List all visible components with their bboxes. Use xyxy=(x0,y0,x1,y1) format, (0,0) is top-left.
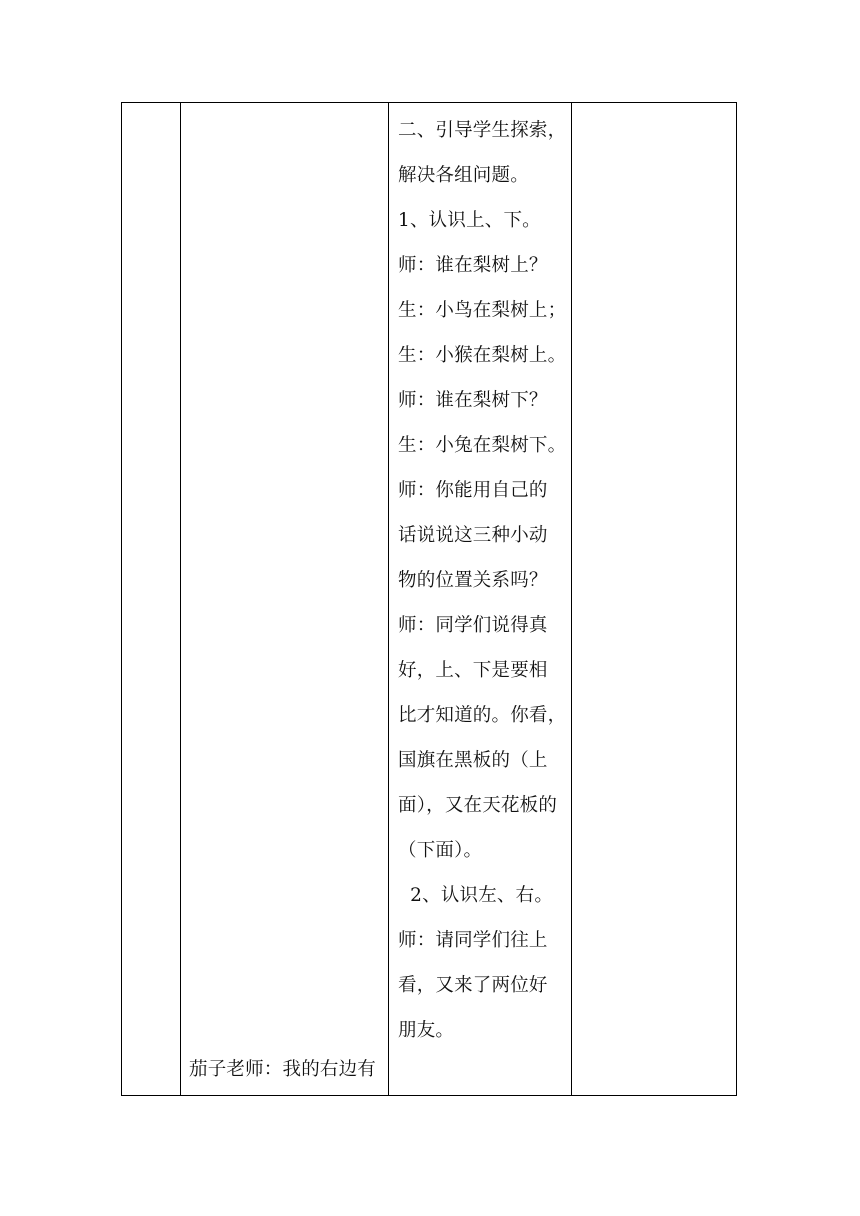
text-line: 师：同学们说得真 xyxy=(398,615,548,636)
text-line: 面），又在天花板的 xyxy=(398,795,558,816)
lesson-plan-table xyxy=(121,102,737,1096)
text-line: 1、认识上、下。 xyxy=(398,210,541,231)
table-column-3 xyxy=(389,103,572,1095)
table-column-2 xyxy=(181,103,389,1095)
text-line: 解决各组问题。 xyxy=(398,165,529,186)
text-line: 好，上、下是要相 xyxy=(398,660,548,681)
text-line: 生：小兔在梨树下。 xyxy=(398,435,567,456)
table-column-1 xyxy=(122,103,181,1095)
text-line: 师：请同学们往上 xyxy=(398,930,548,951)
table-column-4 xyxy=(572,103,736,1095)
text-line: 看，又来了两位好 xyxy=(398,975,548,996)
text-line: 师：你能用自己的 xyxy=(398,480,548,501)
text-line: 师：谁在梨树下？ xyxy=(398,390,548,411)
text-line: 生：小猴在梨树上。 xyxy=(398,345,567,366)
text-line: 2、认识左、右。 xyxy=(398,885,554,906)
text-line: 物的位置关系吗？ xyxy=(398,570,548,591)
text-line: 生：小鸟在梨树上； xyxy=(398,300,567,321)
text-line: 比才知道的。你看， xyxy=(398,705,567,726)
text-line: （下面）。 xyxy=(398,840,483,861)
text-line: 话说说这三种小动 xyxy=(398,525,548,546)
teaching-process-text xyxy=(398,112,566,1057)
text-line: 国旗在黑板的（上 xyxy=(398,750,548,771)
column-2-text: 茄子老师：我的右边有 xyxy=(189,1059,377,1080)
text-line: 朋友。 xyxy=(398,1020,455,1041)
text-line: 师：谁在梨树上？ xyxy=(398,255,548,276)
text-line: 二、引导学生探索， xyxy=(398,120,567,141)
